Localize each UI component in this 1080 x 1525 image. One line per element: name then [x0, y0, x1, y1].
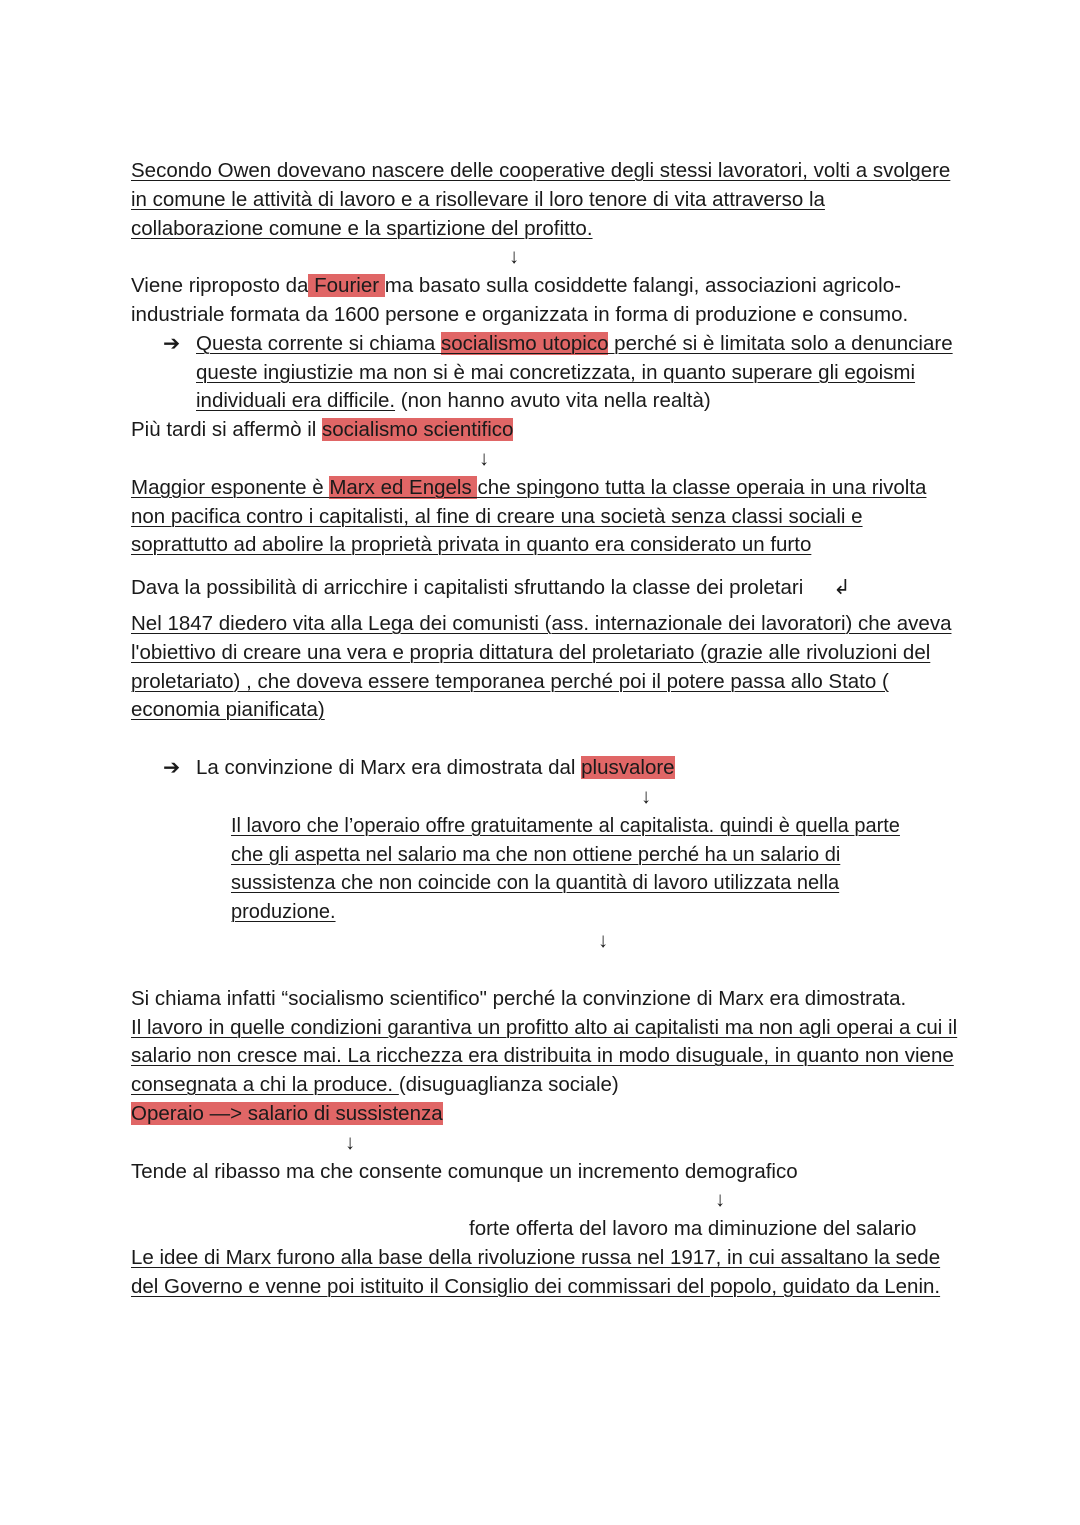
highlight-operaio-salario: Operaio —> salario di sussistenza	[131, 1101, 443, 1125]
paragraph-plusvalore-definizione: Il lavoro che l’operaio offre gratuitamente al capitalista. quindi è quella parte che gli aspetta nel salario ma che non ottiene perché ha un salario di sussistenza che non coincide con la quantità di lavoro utilizzata nella produzione.	[231, 814, 900, 924]
paragraph-arricchire: Dava la possibilità di arricchire i capitalisti sfruttando la classe dei proletari ↲	[131, 576, 851, 600]
down-arrow-icon: ↓	[345, 1130, 356, 1154]
arrow-bullet-icon: ➔	[163, 331, 181, 355]
down-arrow-icon: ↓	[479, 446, 490, 470]
down-arrow-icon: ↓	[598, 928, 609, 952]
paragraph-lega-comunisti: Nel 1847 diedero vita alla Lega dei comunisti (ass. internazionale dei lavoratori) che aveva l'obiettivo di creare una vera e propria dittatura del proletariato (grazie alle rivoluzioni del proletariato) , che doveva essere temporanea perché poi il potere passa allo Stato ( economia pianificata)	[131, 611, 952, 722]
paragraph-socialismo-scientifico-motivo: Si chiama infatti “socialismo scientifico" perché la convinzione di Marx era dimostrata.	[131, 986, 907, 1010]
bullet-plusvalore: ➔ La convinzione di Marx era dimostrata dal plusvalore	[131, 754, 961, 783]
paragraph-marx-engels: Maggior esponente è Marx ed Engels che spingono tutta la classe operaia in una rivolta non pacifica contro i capitalisti, al fine di creare una società senza classi sociali e soprattutto ad abolire la proprietà privata in quanto era considerato un furto	[131, 475, 927, 557]
down-arrow-icon: ↓	[715, 1188, 726, 1212]
highlight-marx-engels: Marx ed Engels	[329, 475, 478, 499]
highlight-fourier: Fourier	[308, 274, 385, 298]
paragraph-condizioni-lavoro: Il lavoro in quelle condizioni garantiva un profitto alto ai capitalisti ma non agli operai a cui il salario non cresce mai. La ricchezza era distribuita in modo disuguale, in quanto non viene consegnata a chi la produce. (disuguaglianza sociale)	[131, 1015, 958, 1097]
bullet-socialismo-utopico: ➔ Questa corrente si chiama socialismo utopico perché si è limitata solo a denunciare queste ingiustizie ma non si è mai concretizzata, in quanto superare gli egoismi individuali era difficile. (non hanno avuto vita nella realtà)	[163, 331, 953, 413]
highlight-socialismo-utopico: socialismo utopico	[440, 331, 609, 355]
paragraph-fourier: Viene riproposto da Fourier ma basato sulla cosiddette falangi, associazioni agricolo-industriale formata da 1600 persone e organizzata in forma di produzione e consumo.	[131, 274, 909, 326]
paragraph-rivoluzione-russa: Le idee di Marx furono alla base della rivoluzione russa nel 1917, in cui assaltano la sede del Governo e venne poi istituito il Consiglio dei commissari del popolo, guidato da Lenin.	[131, 1245, 941, 1298]
document-body	[131, 157, 961, 1301]
highlight-socialismo-scientifico: socialismo scientifico	[322, 418, 514, 442]
paragraph-operaio-salario	[131, 1100, 961, 1129]
highlight-plusvalore: plusvalore	[581, 756, 675, 780]
paragraph-socialismo-scientifico: Più tardi si affermò il socialismo scientifico	[131, 418, 514, 442]
down-arrow-icon: ↓	[641, 784, 652, 808]
paragraph-ribasso: Tende al ribasso ma che consente comunque un incremento demografico	[131, 1159, 798, 1183]
return-arrow-icon: ↲	[833, 576, 851, 600]
down-arrow-icon: ↓	[509, 245, 520, 269]
arrow-bullet-icon: ➔	[163, 756, 181, 780]
paragraph-offerta-lavoro: forte offerta del lavoro ma diminuzione del salario	[469, 1217, 917, 1241]
paragraph-owen: Secondo Owen dovevano nascere delle cooperative degli stessi lavoratori, volti a svolgere in comune le attività di lavoro e a risollevare il loro tenore di vita attraverso la collaborazione comune e la spartizione del profitto.	[131, 159, 951, 240]
